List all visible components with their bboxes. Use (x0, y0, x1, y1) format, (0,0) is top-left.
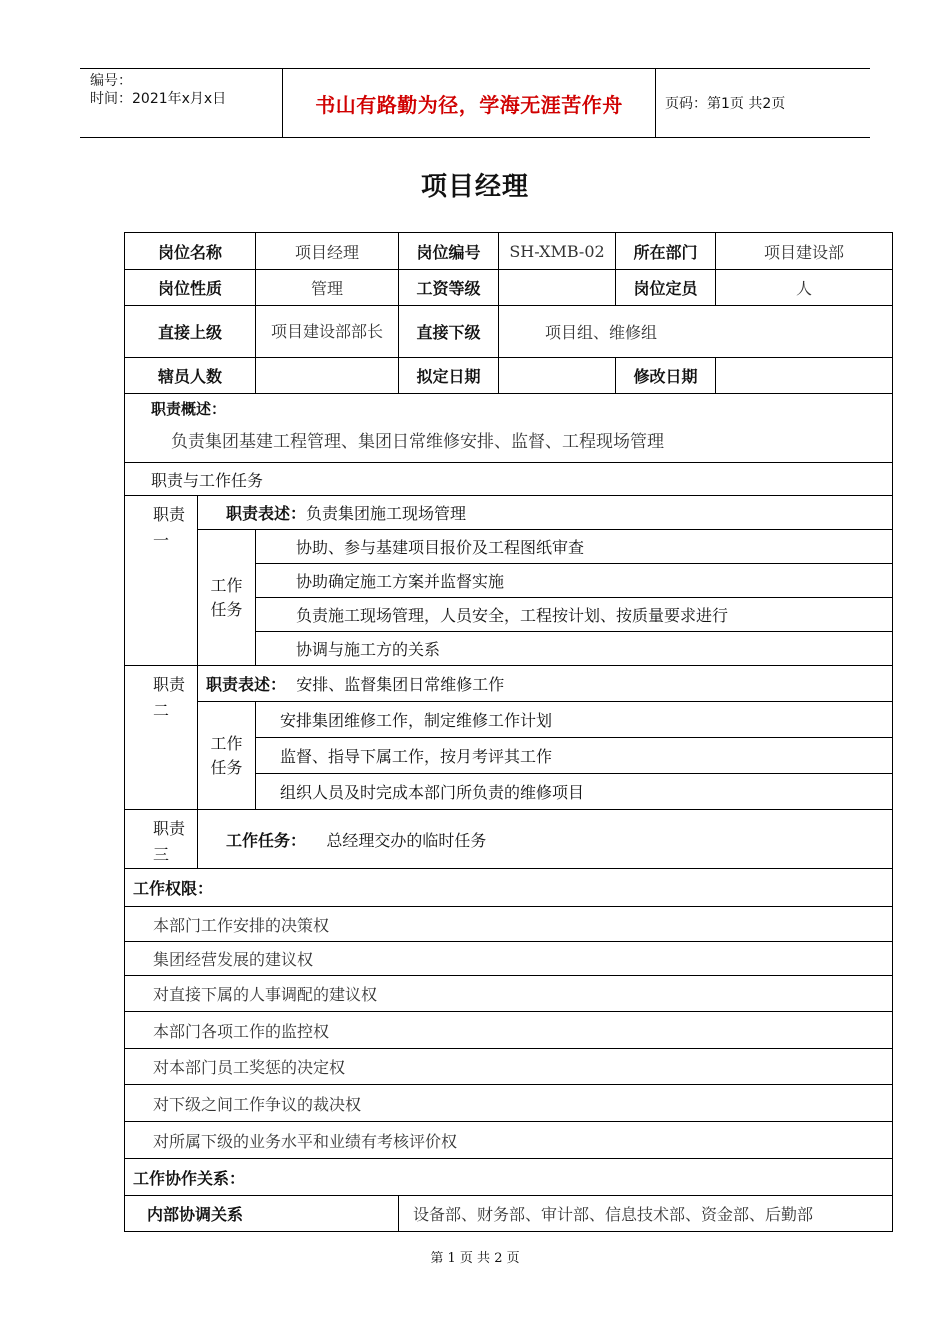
duty-1-task-4: 协调与施工方的关系 (256, 632, 893, 666)
authority-row (125, 1085, 893, 1122)
duty-3-desc-text: 总经理交办的临时任务 (326, 830, 487, 850)
duty-3-row (125, 810, 893, 869)
authority-row (125, 1012, 893, 1049)
authority-row (125, 942, 893, 976)
internal-coordination-label: 内部协调关系 (125, 1196, 399, 1232)
authority-item: 对本部门员工奖惩的决定权 (125, 1049, 893, 1085)
post-code-label: 岗位编号 (399, 233, 499, 270)
info-row-2 (125, 270, 893, 306)
document-header (80, 68, 870, 138)
header-motto: 书山有路勤为径，学海无涯苦作舟 (282, 69, 656, 137)
authority-item: 本部门各项工作的监控权 (125, 1012, 893, 1049)
dept-value: 项目建设部 (716, 233, 893, 270)
duty-2-task-3: 组织人员及时完成本部门所负责的维修项目 (256, 774, 893, 810)
authority-item: 本部门工作安排的决策权 (125, 907, 893, 942)
duties-heading-row (125, 463, 893, 496)
duty-3-desc-label: 工作任务： (226, 830, 307, 850)
duty-1-desc (198, 496, 893, 530)
post-name-value: 项目经理 (256, 233, 399, 270)
authority-heading-row (125, 869, 893, 907)
nature-value: 管理 (256, 270, 399, 306)
quota-value: 人 (716, 270, 893, 306)
duty-1-task-2: 协助确定施工方案并监督实施 (256, 564, 893, 598)
duty-2-task-row (125, 702, 893, 738)
quota-label: 岗位定员 (616, 270, 716, 306)
draft-date-label: 拟定日期 (399, 358, 499, 394)
duty-1-tag: 职责一 (125, 496, 198, 666)
summary-cell (125, 394, 893, 463)
number-label: 编号： (90, 73, 132, 89)
nature-label: 岗位性质 (125, 270, 256, 306)
authority-row (125, 907, 893, 942)
duty-1-task-3: 负责施工现场管理，人员安全，工程按计划、按质量要求进行 (256, 598, 893, 632)
info-row-4 (125, 358, 893, 394)
superior-label: 直接上级 (125, 306, 256, 358)
duty-2-desc (198, 666, 893, 702)
duty-2-desc-label: 职责表述： (206, 675, 287, 694)
grade-label: 工资等级 (399, 270, 499, 306)
subordinate-label: 直接下级 (399, 306, 499, 358)
cooperation-heading-row (125, 1159, 893, 1196)
internal-coordination-value: 设备部、财务部、审计部、信息技术部、资金部、后勤部 (399, 1196, 893, 1232)
post-name-label: 岗位名称 (125, 233, 256, 270)
duty-1-desc-label: 职责表述： (226, 504, 307, 523)
duty-2-desc-text: 安排、监督集团日常维修工作 (296, 675, 505, 694)
draft-date-value (499, 358, 616, 394)
authority-item: 对直接下属的人事调配的建议权 (125, 976, 893, 1012)
revise-date-label: 修改日期 (616, 358, 716, 394)
authority-row (125, 1122, 893, 1159)
cooperation-heading: 工作协作关系： (125, 1159, 893, 1196)
page-footer: 第 1 页 共 2 页 (430, 1251, 520, 1266)
authority-heading: 工作权限： (125, 869, 893, 907)
authority-row (125, 1049, 893, 1085)
internal-coordination-row (125, 1196, 893, 1232)
staff-label: 辖员人数 (125, 358, 256, 394)
subordinate-value: 项目组、维修组 (499, 306, 893, 358)
job-description-table (124, 232, 893, 1232)
header-meta (80, 69, 282, 137)
info-row-3 (125, 306, 893, 358)
summary-text: 负责集团基建工程管理、集团日常维修安排、监督、工程现场管理 (171, 432, 664, 452)
duty-1-task-tag: 工作任务 (198, 530, 256, 666)
duty-2-task-1: 安排集团维修工作，制定维修工作计划 (256, 702, 893, 738)
info-row-1 (125, 233, 893, 270)
page-title: 项目经理 (420, 172, 529, 202)
authority-row (125, 976, 893, 1012)
duty-1-desc-text: 负责集团施工现场管理 (306, 504, 467, 523)
revise-date-value (716, 358, 893, 394)
duty-2-task-2: 监督、指导下属工作，按月考评其工作 (256, 738, 893, 774)
duty-2-desc-row (125, 666, 893, 702)
staff-value (256, 358, 399, 394)
duty-1-desc-row (125, 496, 893, 530)
duty-3-tag: 职责三 (125, 810, 198, 869)
duty-1-task-row (125, 530, 893, 564)
authority-item: 集团经营发展的建议权 (125, 942, 893, 976)
dept-label: 所在部门 (616, 233, 716, 270)
duty-3-desc (198, 810, 893, 869)
authority-item: 对所属下级的业务水平和业绩有考核评价权 (125, 1122, 893, 1159)
post-code-value: SH-XMB-02 (499, 233, 616, 270)
duty-2-tag: 职责二 (125, 666, 198, 810)
time-label: 时间：2021年x月x日 (90, 91, 227, 107)
superior-value: 项目建设部部长 (256, 306, 399, 358)
grade-value (499, 270, 616, 306)
summary-row (125, 394, 893, 463)
duty-1-task-1: 协助、参与基建项目报价及工程图纸审查 (256, 530, 893, 564)
summary-label: 职责概述： (151, 400, 227, 418)
header-page-info: 页码：第1页 共2页 (665, 96, 786, 112)
authority-item: 对下级之间工作争议的裁决权 (125, 1085, 893, 1122)
duty-2-task-tag: 工作任务 (198, 702, 256, 810)
duties-heading: 职责与工作任务 (125, 463, 893, 496)
